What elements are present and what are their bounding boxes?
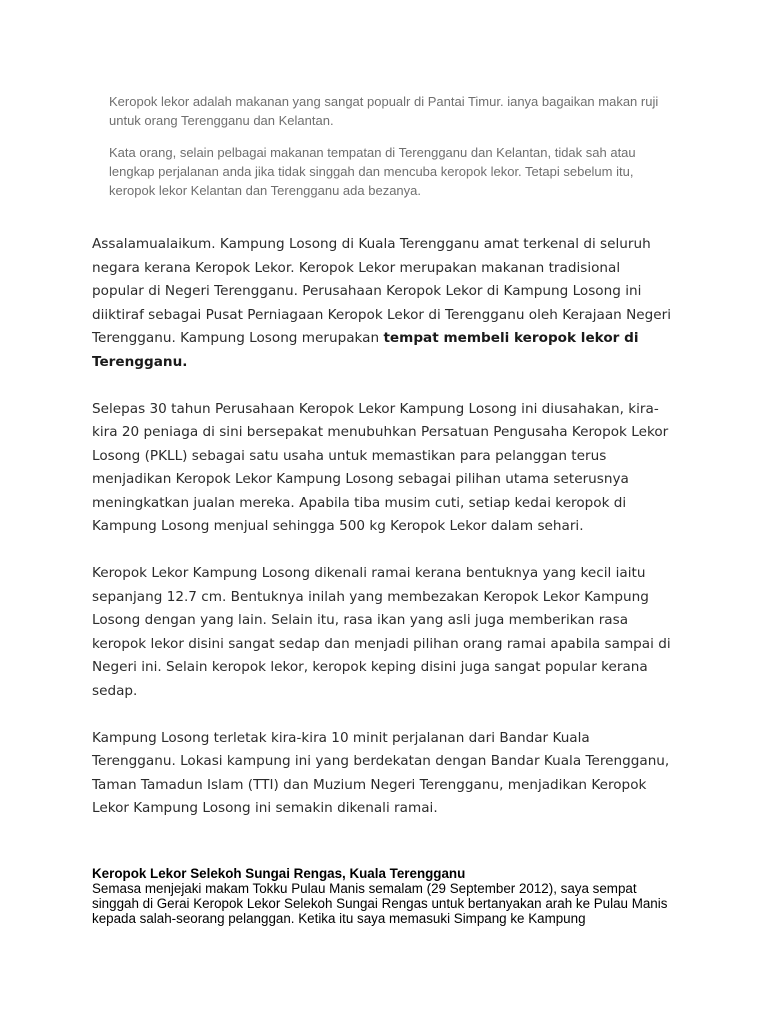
- article-paragraph-1: [92, 233, 672, 374]
- article-paragraph-4: Kampung Losong terletak kira-kira 10 minit perjalanan dari Bandar Kuala Terengganu. Lokasi kampung ini yang berdekatan dengan Bandar Kuala Terengganu, Taman Tamadun Islam (TTI) dan Muzium Negeri Terengganu, menjadikan Keropok Lekor Kampung Losong ini semakin dikenali ramai.: [92, 729, 670, 816]
- article-paragraph-3: Keropok Lekor Kampung Losong dikenali ramai kerana bentuknya yang kecil iaitu sepanjang 12.7 cm. Bentuknya inilah yang membezakan Keropok Lekor Kampung Losong dengan yang lain. Selain itu, rasa ikan yang asli juga memberikan rasa keropok lekor disini sangat sedap dan menjadi pilihan orang ramai apabila sampai di Negeri ini. Selain keropok lekor, keropok keping disini juga sangat popular kerana sedap.: [92, 565, 671, 699]
- quote-paragraph-2: Kata orang, selain pelbagai makanan tempatan di Terengganu dan Kelantan, tidak sah atau lengkap perjalanan anda jika tidak singgah dan mencuba keropok lekor. Tetapi sebelum itu, keropok lekor Kelantan dan Terengganu ada bezanya.: [109, 145, 636, 198]
- quote-paragraph-1: Keropok lekor adalah makanan yang sangat popualr di Pantai Timur. ianya bagaikan makan ruji untuk orang Terengganu dan Kelantan.: [109, 94, 659, 128]
- section-block: [92, 866, 682, 926]
- paragraph-1-text: Assalamualaikum. Kampung Losong di Kuala Terengganu amat terkenal di seluruh negara kerana Keropok Lekor. Keropok Lekor merupakan makanan tradisional popular di Negeri Terengganu. Perusahaan Keropok Lekor di Kampung Losong ini diiktiraf sebagai Pusat Perniagaan Keropok Lekor di Terengganu oleh Kerajaan Negeri Terengganu. Kampung Losong merupakan: [92, 236, 671, 346]
- quoted-excerpt: [109, 92, 669, 213]
- section-body: Semasa menjejaki makam Tokku Pulau Manis semalam (29 September 2012), saya sempat singgah di Gerai Keropok Lekor Selekoh Sungai Rengas untuk bertanyakan arah ke Pulau Manis kepada salah-seorang pelanggan. Ketika itu saya memasuki Simpang ke Kampung: [92, 881, 668, 926]
- paragraph-1-bold-link-text: tempat membeli keropok lekor di Terengganu.: [92, 330, 639, 370]
- article-body: [92, 233, 672, 844]
- article-paragraph-2: Selepas 30 tahun Perusahaan Keropok Lekor Kampung Losong ini diusahakan, kira-kira 20 peniaga di sini bersepakat menubuhkan Persatuan Pengusaha Keropok Lekor Losong (PKLL) sebagai satu usaha untuk memastikan para pelanggan terus menjadikan Keropok Lekor Kampung Losong sebagai pilihan utama seterusnya meningkatkan jualan mereka. Apabila tiba musim cuti, setiap kedai keropok di Kampung Losong menjual sehingga 500 kg Keropok Lekor dalam sehari.: [92, 400, 669, 534]
- section-heading: Keropok Lekor Selekoh Sungai Rengas, Kuala Terengganu: [92, 866, 466, 881]
